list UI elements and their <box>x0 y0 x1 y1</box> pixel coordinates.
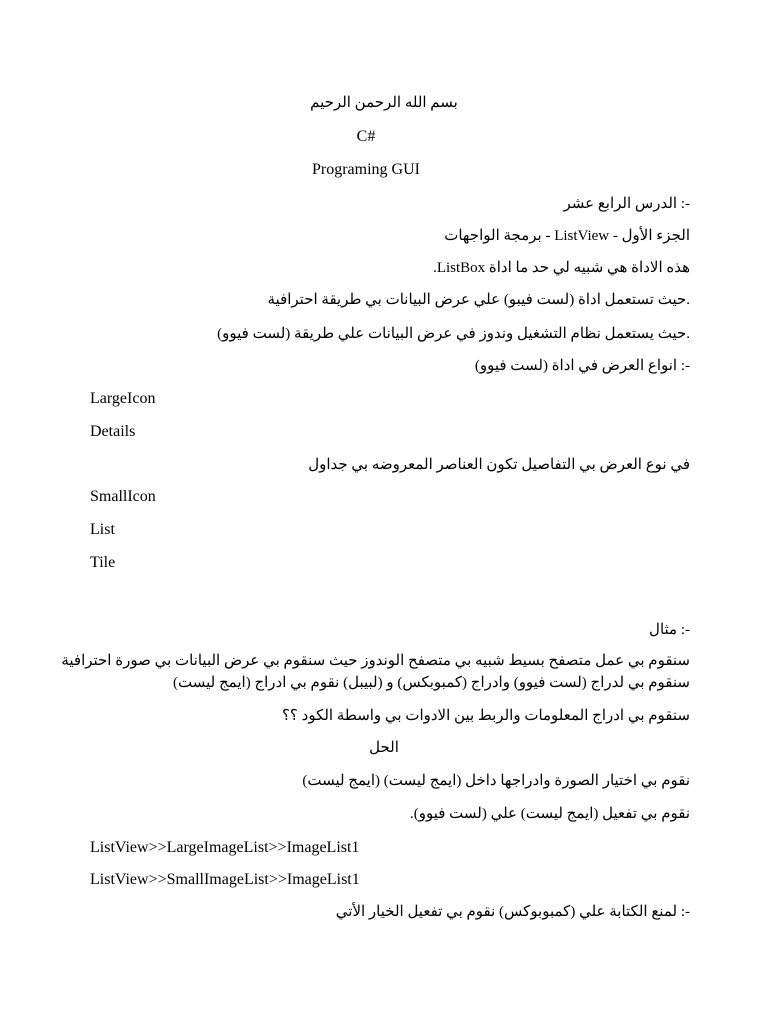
view-types-heading: -: انواع العرض في اداة (لست فيوو) <box>474 358 690 374</box>
part-heading: الجزء الأول - ListView - برمجة الواجهات <box>444 228 690 244</box>
view-type-small-icon: SmallIcon <box>90 488 156 505</box>
view-type-large-icon: LargeIcon <box>90 390 156 407</box>
view-type-tile: Tile <box>90 554 116 571</box>
details-note: في نوع العرض بي التفاصيل تكون العناصر المعروضه بي جداول <box>308 457 690 473</box>
lesson-heading: -: الدرس الرابع عشر <box>563 196 690 212</box>
binding-question: سنقوم بي ادراج المعلومات والربط بين الادوات بي واسطة الكود ؟؟ <box>281 708 690 724</box>
title-language: C# <box>356 128 376 145</box>
view-type-list: List <box>90 521 115 538</box>
example-paragraph <box>61 650 690 694</box>
basmala: بسم الله الرحمن الرحيم <box>310 95 458 111</box>
solution-step-2: نقوم بي تفعيل (ايمج ليست) علي (لست فيوو). <box>409 806 690 822</box>
intro-text: هذه الاداة هي شبيه لي حد ما اداة ListBox. <box>433 260 690 276</box>
title-topic: Programing GUI <box>312 161 420 178</box>
code-small-image-list: ListView>>SmallImageList>>ImageList1 <box>90 871 360 888</box>
usage-text-1: .حيث تستعمل اداة (لست فيبو) علي عرض البيانات بي طريقة احترافية <box>267 292 690 308</box>
example-line-1: سنقوم بي عمل متصفح بسيط شبيه بي متصفح الوندوز حيث سنقوم بي عرض البيانات بي صورة احترافية <box>61 653 690 669</box>
usage-text-2: .حيث يستعمل نظام التشغيل وندوز في عرض البيانات علي طريقة (لست فيوو) <box>217 326 690 342</box>
solution-step-1: نقوم بي اختيار الصورة وادراجها داخل (ايمج ليست) (ايمج ليست) <box>302 773 690 789</box>
solution-heading: الحل <box>369 740 399 756</box>
example-line-2: سنقوم بي لدراج (لست فيوو) وادراج (كمبوبكس) و (لبيبل) نقوم بي ادراج (ايمج ليست) <box>173 675 690 691</box>
combo-note: -: لمنع الكتابة علي (كمبوبوكس) نقوم بي تفعيل الخيار الأتي <box>335 904 690 920</box>
view-type-details: Details <box>90 423 136 440</box>
code-large-image-list: ListView>>LargeImageList>>ImageList1 <box>90 839 360 856</box>
example-heading: -: مثال <box>649 622 690 638</box>
